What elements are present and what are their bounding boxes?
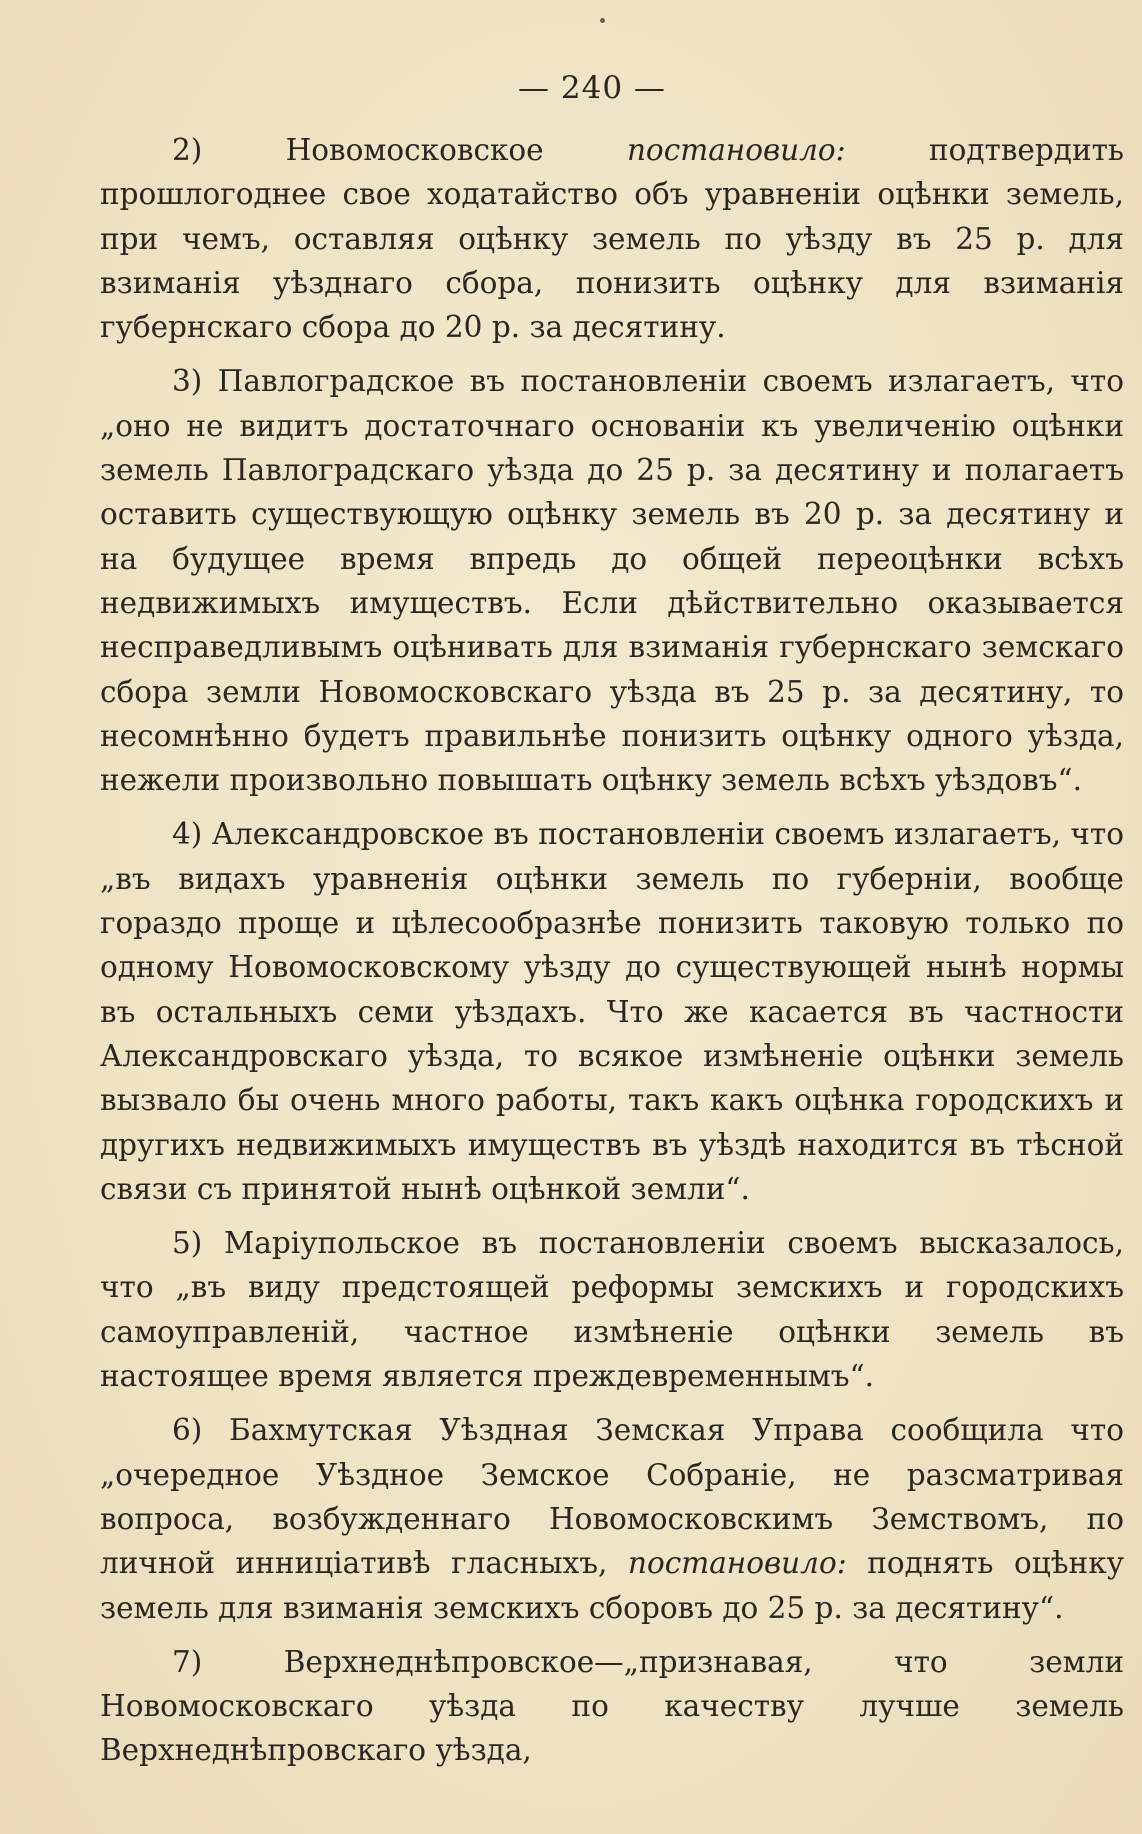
- paragraph-5: [100, 1221, 1124, 1398]
- paragraph-2-emphasis: постановило:: [626, 133, 846, 167]
- paragraph-4-text: 4) Александровское въ постановленіи своемъ излагаетъ, что „въ видахъ уравненія оцѣнки земель по губерніи, вообще гораздо проще и цѣлесообразнѣе понизить таковую только по одному Новомосковскому уѣзду до существующей нынѣ нормы въ остальныхъ семи уѣздахъ. Что же касается въ частности Александровскаго уѣзда, то всякое измѣненіе оцѣнки земель вызвало бы очень много работы, такъ какъ оцѣнка городскихъ и другихъ недвижимыхъ имуществъ въ уѣздѣ находится въ тѣсной связи съ принятой нынѣ оцѣнкой земли“.: [100, 817, 1124, 1206]
- page-number: — 240 —: [518, 70, 666, 106]
- paragraph-2-text-cont: подтвердить прошлогоднее свое ходатайство объ уравненіи оцѣнки земель, при чемъ, оставляя оцѣнку земель по уѣзду въ 25 р. для взиманія уѣзднаго сбора, понизить оцѣнку для взиманія губернскаго сбора до 20 р. за десятину.: [100, 133, 1124, 345]
- paragraph-3-text: 3) Павлоградское въ постановленіи своемъ излагаетъ, что „оно не видитъ достаточнаго основаніи къ увеличенію оцѣнки земель Павлоградскаго уѣзда до 25 р. за десятину и полагаетъ оставить существующую оцѣнку земель въ 20 р. за десятину и на будущее время впредь до общей переоцѣнки всѣхъ недвижимыхъ имуществъ. Если дѣйствительно оказывается несправедливымъ оцѣнивать для взиманія губернскаго земскаго сбора земли Новомосковскаго уѣзда въ 25 р. за десятину, то несомнѣнно будетъ правильнѣе понизить оцѣнку одного уѣзда, нежели произвольно повышать оцѣнку земель всѣхъ уѣздовъ“.: [100, 364, 1124, 798]
- paragraph-6-text-cont: поднять оцѣнку земель для взиманія земскихъ сборовъ до 25 р. за десятину“.: [100, 1546, 1124, 1625]
- paragraph-4: [100, 812, 1124, 1211]
- ink-dot: [600, 18, 605, 23]
- paragraph-2-text: 2) Новомосковское: [172, 133, 627, 167]
- paragraph-6: [100, 1408, 1124, 1629]
- paragraph-5-text: 5) Маріупольское въ постановленіи своемъ высказалось, что „въ виду предстоящей реформы земскихъ и городскихъ самоуправленій, частное измѣненіе оцѣнки земель въ настоящее время является преждевременнымъ“.: [100, 1226, 1124, 1394]
- paragraph-3: [100, 359, 1124, 802]
- paragraph-7-text: 7) Верхнеднѣпровское—„признавая, что земли Новомосковскаго уѣзда по качеству лучше земель Верхнеднѣпровскаго уѣзда,: [100, 1644, 1124, 1768]
- paragraph-6-emphasis: постановило:: [627, 1546, 847, 1581]
- paragraph-6-text: 6) Бахмутская Уѣздная Земская Управа сообщила что „очередное Уѣздное Земское Собраніе, не разсматривая вопроса, возбужденнаго Новомосковскимъ Земствомъ, по личной инниціативѣ гласныхъ,: [100, 1413, 1124, 1581]
- paragraph-7: [100, 1640, 1124, 1773]
- paragraph-2: [100, 128, 1124, 349]
